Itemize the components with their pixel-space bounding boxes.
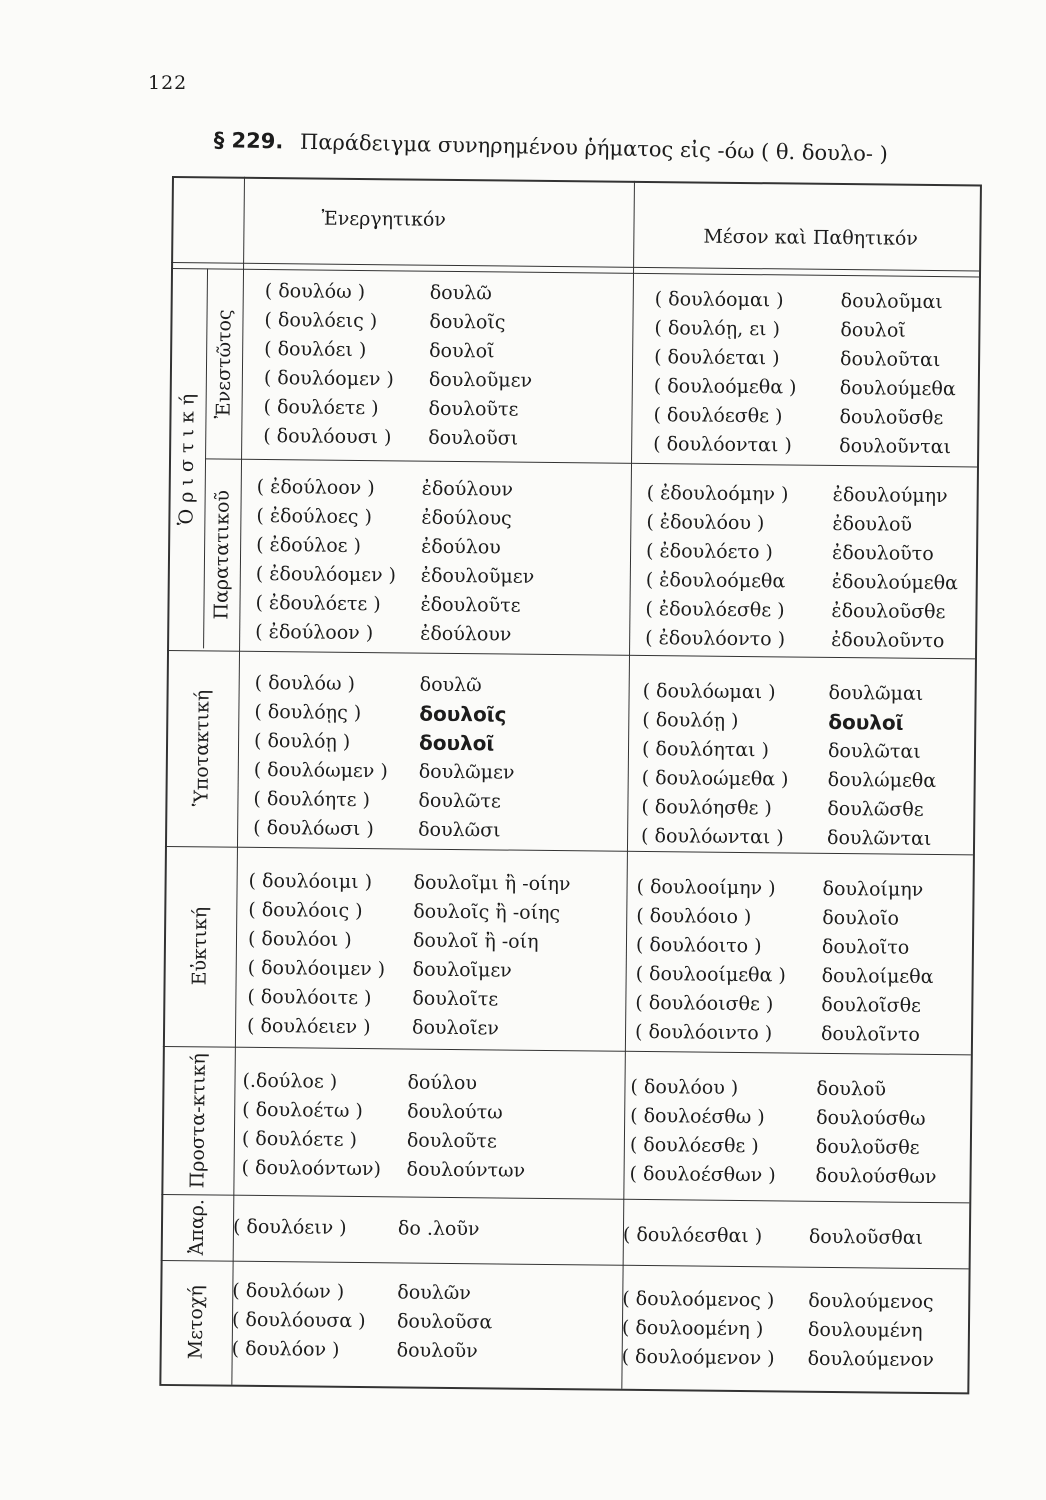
uncontracted-form: ( ἐδούλοε )	[256, 533, 362, 557]
contracted-form: δουλῶτε	[418, 789, 501, 813]
present-middle-forms	[653, 285, 957, 462]
uncontracted-form: ( δουλοοίμεθα )	[635, 962, 786, 987]
contracted-form: δουλοῖο	[822, 906, 900, 930]
uncontracted-form: ( δουλόῃ )	[642, 708, 739, 732]
conjugation-row	[622, 1314, 934, 1346]
uncontracted-form: ( δουλόονται )	[653, 433, 792, 457]
conjugation-row	[253, 814, 514, 846]
conjugation-row	[263, 393, 531, 425]
uncontracted-form: ( δουλόειν )	[232, 1215, 347, 1239]
contracted-form: δουλούμεθα	[839, 377, 956, 401]
uncontracted-form: ( ἐδουλοόμην )	[646, 481, 789, 506]
imperfect-middle-forms	[645, 479, 959, 656]
label-present: Ἐνεστῶτος	[212, 308, 236, 419]
uncontracted-form: ( δουλόῃ, ει )	[654, 317, 781, 341]
contracted-form: δουλοῖς	[419, 701, 507, 727]
uncontracted-form: ( δουλόω )	[264, 279, 366, 304]
uncontracted-form: ( δουλόῃς )	[254, 700, 362, 725]
conjugation-row	[247, 983, 569, 1015]
imperfect-active-forms	[255, 473, 535, 650]
conjugation-row	[256, 502, 535, 534]
conjugation-row	[255, 618, 534, 650]
uncontracted-form: ( ἐδουλοόμεθα	[645, 568, 786, 593]
contracted-form: δουλούσθω	[816, 1106, 926, 1130]
label-imperative-line1: Προστα-	[186, 1105, 210, 1188]
contracted-form: δουλοῦν	[396, 1339, 478, 1363]
uncontracted-form: ( δουλόοιο )	[636, 904, 752, 929]
uncontracted-form: ( ἐδούλοον )	[255, 620, 374, 645]
contracted-form: δουλοῖ	[418, 730, 495, 756]
contracted-form: δουλοῖ	[840, 319, 906, 342]
uncontracted-form: ( δουλόωμεν )	[253, 758, 388, 783]
conjugation-row	[248, 954, 570, 986]
uncontracted-form: ( δουλοόντων)	[241, 1156, 382, 1181]
conjugation-row	[646, 537, 958, 569]
uncontracted-form: ( δουλόων )	[232, 1279, 345, 1303]
conjugation-row	[654, 314, 956, 346]
conjugation-row	[630, 1102, 937, 1134]
contracted-form: δουλοῦσι	[428, 426, 519, 450]
conjugation-row	[255, 669, 516, 701]
uncontracted-form: ( δουλόῃ )	[253, 729, 351, 753]
conjugation-row	[654, 372, 956, 404]
conjugation-row	[264, 306, 532, 338]
contracted-form: δουλῶσθε	[827, 797, 924, 821]
contracted-form: δούλου	[407, 1071, 478, 1095]
uncontracted-form: ( ἐδουλόεσθε )	[645, 597, 785, 622]
conjugation-row	[232, 1335, 493, 1367]
uncontracted-form: ( δουλοόμενον )	[621, 1345, 775, 1370]
conjugation-row	[622, 1343, 934, 1375]
contracted-form: δουλῶται	[827, 739, 921, 763]
participle-active-forms	[232, 1277, 493, 1367]
conjugation-row	[257, 473, 536, 505]
uncontracted-form: ( δουλοομένη )	[621, 1316, 764, 1341]
conjugation-row	[242, 1067, 526, 1099]
contracted-form: δουλοῖτε	[412, 987, 499, 1011]
uncontracted-form: ( ἐδούλοες )	[256, 504, 373, 529]
uncontracted-form: ( δουλοοίμην )	[636, 875, 776, 900]
contracted-form: ἐδουλούμην	[832, 483, 948, 508]
uncontracted-form: ( ἐδούλοον )	[256, 475, 375, 500]
conjugation-table	[159, 176, 982, 1396]
uncontracted-form: ( δουλόομαι )	[654, 288, 784, 312]
uncontracted-form: ( δουλόοι )	[247, 927, 352, 951]
contracted-form: δουλούτω	[407, 1100, 503, 1124]
subjunctive-active-forms	[253, 669, 516, 846]
contracted-form: δουλοῦσθαι	[808, 1225, 924, 1249]
imperative-active-forms	[241, 1067, 526, 1186]
conjugation-row	[642, 677, 937, 709]
conjugation-row	[654, 343, 956, 375]
uncontracted-form: ( δουλόον )	[231, 1337, 340, 1361]
conjugation-row	[247, 1012, 569, 1044]
uncontracted-form: ( δουλόωμαι )	[642, 679, 776, 704]
uncontracted-form: ( δουλοόμεθα )	[653, 375, 797, 399]
contracted-form: δουλοίμεθα	[821, 964, 934, 989]
conjugation-row	[653, 430, 955, 462]
conjugation-row	[630, 1131, 937, 1163]
label-infinitive: Ἀπαρ.	[185, 1199, 209, 1256]
contracted-form: δουλουμένη	[807, 1318, 923, 1342]
conjugation-row	[248, 867, 570, 899]
uncontracted-form: ( δουλοόμενος )	[622, 1287, 775, 1312]
conjugation-row	[623, 1221, 923, 1253]
contracted-form: δουλοῦτε	[406, 1129, 497, 1153]
contracted-form: ἐδούλουν	[421, 477, 514, 501]
contracted-form: ἐδουλοῦτε	[420, 593, 521, 617]
section-heading	[213, 128, 888, 166]
contracted-form: δουλοῖς ἢ -οίης	[413, 900, 561, 925]
uncontracted-form: ( δουλόοισθε )	[635, 991, 774, 1016]
contracted-form: δουλοῖντο	[820, 1022, 921, 1046]
contracted-form: ἐδουλοῦμεν	[420, 564, 535, 588]
subjunctive-middle-forms	[641, 677, 937, 854]
contracted-form: ἐδουλοῦσθε	[831, 599, 946, 624]
contracted-form: δουλοῦσθε	[839, 406, 944, 430]
uncontracted-form: ( δουλοέτω )	[242, 1098, 364, 1123]
uncontracted-form: ( δουλοέσθων )	[629, 1162, 776, 1187]
contracted-form: δουλοῖμι ἢ -οίην	[413, 871, 571, 896]
conjugation-row	[253, 785, 514, 817]
uncontracted-form: ( ἐδουλόετε )	[255, 591, 381, 616]
contracted-form: δουλοῦσθε	[815, 1135, 920, 1159]
uncontracted-form: ( δουλόομεν )	[263, 366, 394, 391]
uncontracted-form: ( ἐδουλόετο )	[645, 539, 774, 564]
conjugation-row	[653, 401, 955, 433]
contracted-form: δουλῶ	[429, 281, 492, 305]
conjugation-row	[641, 822, 936, 854]
contracted-form: δουλοῖσθε	[821, 993, 922, 1017]
contracted-form: δουλοῖ	[828, 709, 904, 735]
uncontracted-form: ( δουλόειεν )	[246, 1014, 371, 1039]
conjugation-row	[248, 896, 570, 928]
contracted-form: δουλούντων	[406, 1158, 526, 1182]
active-voice-heading: Ἐνεργητικόν	[321, 207, 447, 231]
uncontracted-form: ( δουλόωσι )	[253, 816, 375, 841]
conjugation-row	[255, 589, 534, 621]
conjugation-row	[241, 1154, 525, 1186]
conjugation-row	[646, 566, 958, 598]
uncontracted-form: ( δουλόωνται )	[640, 824, 784, 849]
conjugation-row	[636, 931, 934, 963]
contracted-form: ἐδουλοῦ	[832, 512, 913, 536]
uncontracted-form: ( δουλόουσα )	[231, 1308, 366, 1333]
conjugation-row	[636, 873, 934, 905]
conjugation-row	[646, 508, 958, 540]
section-number: § 229.	[213, 128, 284, 154]
conjugation-row	[647, 479, 959, 511]
contracted-form: ἐδούλουν	[420, 622, 512, 646]
uncontracted-form: ( ἐδουλόοντο )	[645, 626, 786, 651]
conjugation-row	[254, 698, 515, 730]
contracted-form: δουλῶμεν	[418, 760, 515, 784]
contracted-form: δουλοίμην	[822, 877, 924, 901]
uncontracted-form: ( δουλόετε )	[241, 1127, 358, 1151]
contracted-form: δουλοῖς	[429, 310, 506, 334]
conjugation-row	[636, 960, 934, 992]
contracted-form: δουλούμενος	[808, 1289, 934, 1314]
contracted-form: δουλῶμαι	[828, 681, 924, 705]
contracted-form: δουλοῦται	[840, 348, 941, 372]
uncontracted-form: ( δουλόητε )	[253, 787, 371, 812]
page-number: 122	[148, 72, 188, 94]
uncontracted-form: ( ἐδουλόου )	[646, 510, 765, 535]
present-active-forms	[263, 277, 533, 454]
middle-passive-heading: Μέσον καὶ Παθητικόν	[703, 225, 919, 250]
conjugation-row	[641, 793, 936, 825]
infinitive-middle-forms	[623, 1221, 923, 1253]
conjugation-row	[242, 1125, 526, 1157]
conjugation-row	[263, 422, 531, 454]
contracted-form: ἐδουλοῦντο	[831, 628, 945, 653]
uncontracted-form: ( δουλοώμεθα )	[641, 766, 789, 791]
imperative-middle-forms	[629, 1073, 937, 1192]
uncontracted-form: ( ἐδουλόομεν )	[255, 562, 397, 587]
conjugation-row	[645, 595, 957, 627]
contracted-form: δουλοῦσα	[396, 1310, 493, 1334]
uncontracted-form: ( δουλόεις )	[264, 308, 378, 333]
uncontracted-form: ( δουλόοις )	[248, 898, 363, 923]
conjugation-row	[264, 364, 532, 396]
contracted-form: δουλῶν	[397, 1281, 471, 1305]
conjugation-row	[645, 624, 957, 656]
conjugation-row	[254, 727, 515, 759]
uncontracted-form: ( δουλόετε )	[263, 395, 379, 420]
contracted-form: δουλοῖεν	[411, 1016, 499, 1040]
uncontracted-form: ( δουλόοιτε )	[247, 985, 372, 1010]
section-title: Παράδειγμα συνηρημένου ῥήματος εἰς -όω ( θ. δουλο- )	[299, 129, 889, 167]
participle-middle-forms	[622, 1285, 935, 1375]
conjugation-row	[254, 756, 515, 788]
contracted-form: δουλοῖ	[429, 339, 495, 363]
uncontracted-form: ( δουλόεσθε )	[653, 404, 783, 428]
conjugation-row	[232, 1306, 493, 1338]
contracted-form: δουλοῦνται	[839, 435, 952, 459]
uncontracted-form: ( δουλόοιμεν )	[247, 956, 386, 981]
conjugation-row	[642, 706, 937, 738]
uncontracted-form: ( δουλόοιντο )	[634, 1020, 773, 1045]
uncontracted-form: ( δουλόω )	[254, 671, 356, 695]
contracted-form: ἐδούλου	[421, 535, 501, 559]
label-optative: Εὐκτική	[188, 906, 212, 986]
label-imperfect: Παρατατικοῦ	[210, 489, 234, 620]
label-imperative-line2: κτική	[187, 1052, 210, 1107]
conjugation-row	[256, 560, 535, 592]
uncontracted-form: ( δουλοέσθω )	[630, 1104, 765, 1129]
conjugation-row	[636, 902, 934, 934]
uncontracted-form: ( δουλόοιτο )	[635, 933, 762, 958]
uncontracted-form: ( δουλόει )	[264, 337, 367, 362]
conjugation-row	[642, 735, 937, 767]
uncontracted-form: ( δουλόοιμι )	[248, 869, 373, 894]
conjugation-row	[256, 531, 535, 563]
contracted-form: δουλοῦμαι	[840, 290, 943, 314]
contracted-form: δουλῶνται	[826, 826, 932, 850]
contracted-form: δουλοῦ	[816, 1077, 887, 1101]
uncontracted-form: ( δουλόησθε )	[641, 795, 772, 820]
contracted-form: δο .λοῦν	[397, 1217, 480, 1241]
contracted-form: δουλώμεθα	[827, 768, 937, 793]
uncontracted-form: ( δουλόηται )	[641, 737, 770, 762]
optative-active-forms	[247, 867, 571, 1044]
contracted-form: ἐδουλοῦτο	[831, 541, 934, 565]
contracted-form: δουλούμενον	[807, 1347, 934, 1372]
contracted-form: δουλοῖ ἢ -οίη	[412, 929, 539, 953]
label-subjunctive: Ὑποτακτική	[190, 689, 214, 807]
contracted-form: δουλοῦτε	[428, 397, 519, 421]
uncontracted-form: ( δουλόου )	[630, 1075, 739, 1099]
conjugation-row	[655, 285, 957, 317]
label-indicative: Ὁ ρ ι σ τ ι κ ή	[175, 393, 199, 526]
contracted-form: δουλοῖτο	[821, 935, 910, 959]
conjugation-row	[622, 1285, 934, 1317]
conjugation-row	[265, 277, 533, 309]
infinitive-active-forms	[233, 1213, 480, 1245]
conjugation-row	[635, 989, 933, 1021]
conjugation-row	[642, 764, 937, 796]
conjugation-row	[264, 335, 532, 367]
contracted-form: δουλοῖμεν	[412, 958, 512, 982]
contracted-form: δουλοῦμεν	[428, 368, 533, 392]
uncontracted-form: ( δουλόεσθαι )	[622, 1223, 763, 1248]
uncontracted-form: ( δουλόεται )	[654, 346, 780, 370]
conjugation-row	[629, 1160, 936, 1192]
conjugation-row	[635, 1018, 933, 1050]
contracted-form: δουλούσθων	[815, 1164, 937, 1189]
contracted-form: ἐδούλους	[421, 506, 512, 530]
conjugation-row	[242, 1096, 526, 1128]
contracted-form: ἐδουλούμεθα	[831, 570, 959, 595]
contracted-form: δουλῶ	[419, 673, 482, 697]
optative-middle-forms	[635, 873, 935, 1050]
uncontracted-form: ( δουλόουσι )	[263, 424, 392, 449]
uncontracted-form: (.δούλοε )	[242, 1069, 338, 1093]
conjugation-row	[248, 925, 570, 957]
conjugation-row	[233, 1213, 480, 1245]
contracted-form: δουλῶσι	[418, 818, 501, 842]
label-participle: Μετοχή	[184, 1285, 208, 1360]
label-imperative	[161, 1046, 235, 1195]
uncontracted-form: ( δουλόεσθε )	[629, 1133, 759, 1158]
conjugation-row	[630, 1073, 937, 1105]
conjugation-row	[232, 1277, 493, 1309]
